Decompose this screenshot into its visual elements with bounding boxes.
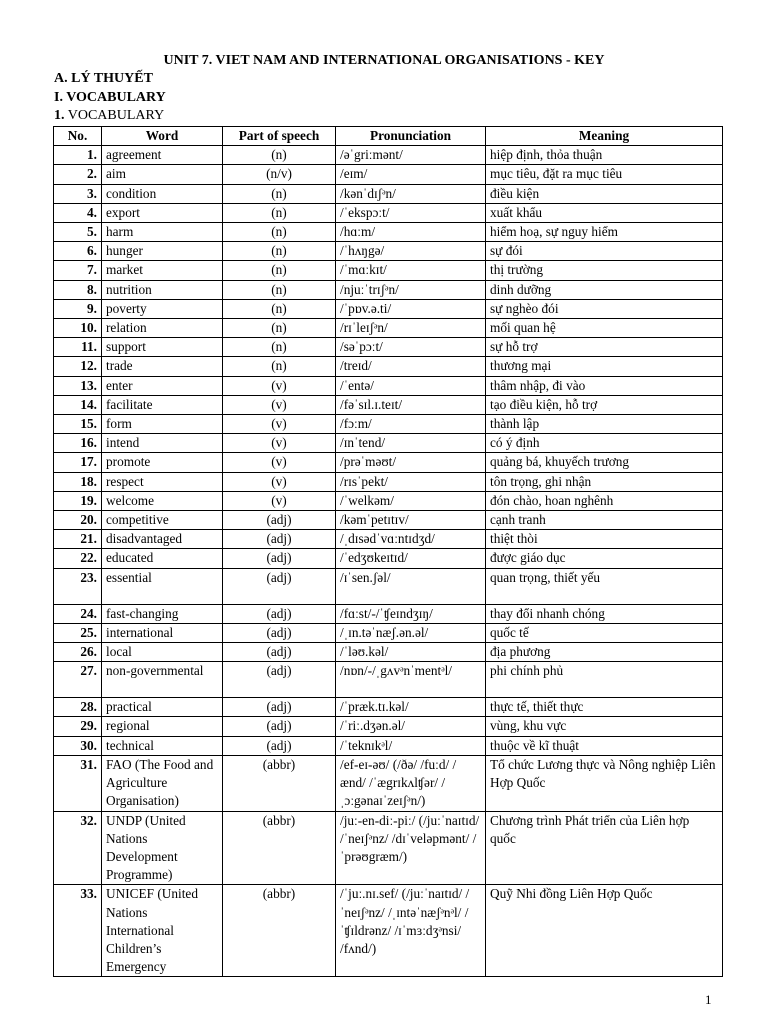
cell-meaning: quảng bá, khuyếch trương xyxy=(486,453,723,472)
cell-meaning: hiệp định, thỏa thuận xyxy=(486,146,723,165)
cell-pronunciation: /ˌɪn.təˈnæʃ.ən.əl/ xyxy=(336,623,486,642)
cell-word: regional xyxy=(102,717,223,736)
cell-part-of-speech: (adj) xyxy=(223,604,336,623)
cell-part-of-speech: (n) xyxy=(223,223,336,242)
cell-no: 13. xyxy=(54,376,102,395)
cell-meaning: có ý định xyxy=(486,434,723,453)
cell-meaning: thương mại xyxy=(486,357,723,376)
cell-no: 9. xyxy=(54,299,102,318)
table-row xyxy=(54,338,723,357)
header-pronunciation: Pronunciation xyxy=(336,127,486,146)
cell-meaning: Quỹ Nhi đồng Liên Hợp Quốc xyxy=(486,885,723,977)
cell-word: harm xyxy=(102,223,223,242)
cell-pronunciation: /səˈpɔːt/ xyxy=(336,338,486,357)
table-row xyxy=(54,146,723,165)
cell-no: 26. xyxy=(54,643,102,662)
cell-word: non-governmental xyxy=(102,662,223,698)
cell-pronunciation: /fɔːm/ xyxy=(336,415,486,434)
cell-meaning: thành lập xyxy=(486,415,723,434)
cell-pronunciation: /ˈpræk.tɪ.kəl/ xyxy=(336,698,486,717)
cell-no: 25. xyxy=(54,623,102,642)
cell-part-of-speech: (adj) xyxy=(223,568,336,604)
table-row xyxy=(54,472,723,491)
cell-no: 14. xyxy=(54,395,102,414)
cell-pronunciation: /fəˈsɪl.ɪ.teɪt/ xyxy=(336,395,486,414)
page-number: 1 xyxy=(705,992,712,1007)
cell-part-of-speech: (n) xyxy=(223,261,336,280)
cell-pronunciation: /ɪˈsen.ʃəl/ xyxy=(336,568,486,604)
cell-pronunciation: /rɪsˈpekt/ xyxy=(336,472,486,491)
cell-word: welcome xyxy=(102,491,223,510)
cell-word: aim xyxy=(102,165,223,184)
cell-meaning: sự hỗ trợ xyxy=(486,338,723,357)
cell-part-of-speech: (n) xyxy=(223,280,336,299)
header-no: No. xyxy=(54,127,102,146)
cell-meaning: cạnh tranh xyxy=(486,511,723,530)
cell-part-of-speech: (n) xyxy=(223,357,336,376)
table-row xyxy=(54,261,723,280)
cell-part-of-speech: (abbr) xyxy=(223,885,336,977)
cell-part-of-speech: (adj) xyxy=(223,717,336,736)
table-row xyxy=(54,203,723,222)
cell-part-of-speech: (v) xyxy=(223,395,336,414)
table-row xyxy=(54,453,723,472)
cell-no: 6. xyxy=(54,242,102,261)
cell-word: promote xyxy=(102,453,223,472)
cell-pronunciation: /ˈekspɔːt/ xyxy=(336,203,486,222)
cell-part-of-speech: (adj) xyxy=(223,549,336,568)
cell-no: 17. xyxy=(54,453,102,472)
cell-meaning: tôn trọng, ghi nhận xyxy=(486,472,723,491)
cell-pronunciation: /ˈjuː.nɪ.sef/ (/juːˈnaɪtɪd/ /ˈneɪʃᵊnz/ /ˌɪntəˈnæʃᵊnᵊl/ /ˈʧɪldrənz/ /ɪˈmɜːdʒᵊnsi/ /fʌnd/) xyxy=(336,885,486,977)
cell-no: 2. xyxy=(54,165,102,184)
cell-no: 33. xyxy=(54,885,102,977)
cell-meaning: thâm nhập, đi vào xyxy=(486,376,723,395)
cell-part-of-speech: (adj) xyxy=(223,530,336,549)
cell-meaning: quốc tế xyxy=(486,623,723,642)
cell-word: market xyxy=(102,261,223,280)
subsection-number: 1. xyxy=(54,108,65,123)
cell-word: technical xyxy=(102,736,223,755)
cell-no: 30. xyxy=(54,736,102,755)
cell-meaning: thực tế, thiết thực xyxy=(486,698,723,717)
cell-meaning: điều kiện xyxy=(486,184,723,203)
cell-pronunciation: /ˈentə/ xyxy=(336,376,486,395)
cell-pronunciation: /kəmˈpetɪtɪv/ xyxy=(336,511,486,530)
header-word: Word xyxy=(102,127,223,146)
cell-meaning: thuộc về kĩ thuật xyxy=(486,736,723,755)
cell-word: export xyxy=(102,203,223,222)
cell-part-of-speech: (n) xyxy=(223,242,336,261)
cell-pronunciation: /hɑːm/ xyxy=(336,223,486,242)
cell-meaning: mục tiêu, đặt ra mục tiêu xyxy=(486,165,723,184)
cell-word: enter xyxy=(102,376,223,395)
cell-meaning: thiệt thòi xyxy=(486,530,723,549)
table-row xyxy=(54,242,723,261)
cell-word: competitive xyxy=(102,511,223,530)
cell-meaning: thị trường xyxy=(486,261,723,280)
cell-no: 23. xyxy=(54,568,102,604)
table-row xyxy=(54,530,723,549)
cell-pronunciation: /njuːˈtrɪʃᵊn/ xyxy=(336,280,486,299)
cell-no: 16. xyxy=(54,434,102,453)
table-row xyxy=(54,698,723,717)
table-row xyxy=(54,184,723,203)
cell-pronunciation: /rɪˈleɪʃᵊn/ xyxy=(336,319,486,338)
table-row xyxy=(54,643,723,662)
cell-no: 12. xyxy=(54,357,102,376)
cell-no: 8. xyxy=(54,280,102,299)
cell-no: 4. xyxy=(54,203,102,222)
cell-meaning: dinh dưỡng xyxy=(486,280,723,299)
cell-meaning: tạo điều kiện, hỗ trợ xyxy=(486,395,723,414)
cell-part-of-speech: (adj) xyxy=(223,511,336,530)
table-row xyxy=(54,568,723,604)
cell-meaning: được giáo dục xyxy=(486,549,723,568)
cell-meaning: địa phương xyxy=(486,643,723,662)
cell-part-of-speech: (n/v) xyxy=(223,165,336,184)
cell-no: 29. xyxy=(54,717,102,736)
cell-part-of-speech: (adj) xyxy=(223,643,336,662)
table-header-row xyxy=(54,127,723,146)
table-row xyxy=(54,662,723,698)
cell-part-of-speech: (adj) xyxy=(223,662,336,698)
cell-no: 21. xyxy=(54,530,102,549)
cell-part-of-speech: (adj) xyxy=(223,698,336,717)
document-title: UNIT 7. VIET NAM AND INTERNATIONAL ORGANISATIONS - KEY xyxy=(163,53,605,68)
subsection-title: VOCABULARY xyxy=(64,108,165,123)
table-row xyxy=(54,604,723,623)
table-row xyxy=(54,415,723,434)
vocabulary-table xyxy=(53,126,723,977)
cell-word: relation xyxy=(102,319,223,338)
cell-word: FAO (The Food and Agriculture Organisation) xyxy=(102,755,223,811)
cell-pronunciation: /ˈteknɪkᵊl/ xyxy=(336,736,486,755)
cell-part-of-speech: (adj) xyxy=(223,623,336,642)
cell-word: trade xyxy=(102,357,223,376)
table-body xyxy=(54,146,723,977)
table-row xyxy=(54,434,723,453)
cell-part-of-speech: (v) xyxy=(223,472,336,491)
table-row xyxy=(54,491,723,510)
cell-no: 32. xyxy=(54,811,102,885)
cell-part-of-speech: (v) xyxy=(223,415,336,434)
cell-part-of-speech: (n) xyxy=(223,299,336,318)
cell-part-of-speech: (v) xyxy=(223,376,336,395)
cell-no: 20. xyxy=(54,511,102,530)
table-row xyxy=(54,223,723,242)
cell-word: intend xyxy=(102,434,223,453)
table-row xyxy=(54,717,723,736)
cell-word: UNDP (United Nations Development Programme) xyxy=(102,811,223,885)
cell-no: 3. xyxy=(54,184,102,203)
table-row xyxy=(54,736,723,755)
cell-part-of-speech: (abbr) xyxy=(223,811,336,885)
cell-part-of-speech: (n) xyxy=(223,146,336,165)
cell-pronunciation: /ˈedʒʊkeɪtɪd/ xyxy=(336,549,486,568)
table-row xyxy=(54,165,723,184)
cell-pronunciation: /ef-eɪ-əʊ/ (/ðə/ /fuːd/ /ænd/ /ˈægrɪkʌlʧər/ /ˌɔːgənaɪˈzeɪʃᵊn/) xyxy=(336,755,486,811)
cell-part-of-speech: (n) xyxy=(223,338,336,357)
cell-word: international xyxy=(102,623,223,642)
cell-meaning: sự đói xyxy=(486,242,723,261)
cell-word: essential xyxy=(102,568,223,604)
cell-no: 24. xyxy=(54,604,102,623)
cell-pronunciation: /ˈpɒv.ə.ti/ xyxy=(336,299,486,318)
cell-word: local xyxy=(102,643,223,662)
cell-word: UNICEF (United Nations International Children’s Emergency xyxy=(102,885,223,977)
table-row xyxy=(54,623,723,642)
cell-meaning: Chương trình Phát triển của Liên hợp quốc xyxy=(486,811,723,885)
cell-word: form xyxy=(102,415,223,434)
cell-part-of-speech: (v) xyxy=(223,434,336,453)
table-row xyxy=(54,811,723,885)
cell-pronunciation: /ˌdɪsədˈvɑːntɪdʒd/ xyxy=(336,530,486,549)
cell-pronunciation: /ˈwelkəm/ xyxy=(336,491,486,510)
cell-word: respect xyxy=(102,472,223,491)
header-part-of-speech: Part of speech xyxy=(223,127,336,146)
cell-part-of-speech: (n) xyxy=(223,184,336,203)
cell-pronunciation: /fɑːst/-/ˈʧeɪndʒɪŋ/ xyxy=(336,604,486,623)
table-row xyxy=(54,549,723,568)
cell-word: facilitate xyxy=(102,395,223,414)
cell-meaning: Tổ chức Lương thực và Nông nghiệp Liên Hợp Quốc xyxy=(486,755,723,811)
cell-meaning: phi chính phủ xyxy=(486,662,723,698)
cell-meaning: đón chào, hoan nghênh xyxy=(486,491,723,510)
cell-no: 28. xyxy=(54,698,102,717)
table-row xyxy=(54,319,723,338)
cell-no: 22. xyxy=(54,549,102,568)
table-row xyxy=(54,885,723,977)
cell-word: agreement xyxy=(102,146,223,165)
subsection-heading xyxy=(54,107,164,125)
cell-pronunciation: /ˈmɑːkɪt/ xyxy=(336,261,486,280)
cell-pronunciation: /eɪm/ xyxy=(336,165,486,184)
section-heading-vocabulary: I. VOCABULARY xyxy=(54,90,166,105)
cell-pronunciation: /ˈhʌŋgə/ xyxy=(336,242,486,261)
cell-no: 18. xyxy=(54,472,102,491)
cell-pronunciation: /prəˈməʊt/ xyxy=(336,453,486,472)
table-row xyxy=(54,357,723,376)
cell-no: 10. xyxy=(54,319,102,338)
table-row xyxy=(54,755,723,811)
cell-pronunciation: /ɪnˈtend/ xyxy=(336,434,486,453)
cell-meaning: sự nghèo đói xyxy=(486,299,723,318)
header-meaning: Meaning xyxy=(486,127,723,146)
cell-meaning: mối quan hệ xyxy=(486,319,723,338)
cell-word: fast-changing xyxy=(102,604,223,623)
cell-word: nutrition xyxy=(102,280,223,299)
table-row xyxy=(54,299,723,318)
cell-part-of-speech: (abbr) xyxy=(223,755,336,811)
cell-meaning: vùng, khu vực xyxy=(486,717,723,736)
cell-word: condition xyxy=(102,184,223,203)
cell-no: 27. xyxy=(54,662,102,698)
cell-pronunciation: /treɪd/ xyxy=(336,357,486,376)
cell-pronunciation: /juː-en-diː-piː/ (/juːˈnaɪtɪd/ /ˈneɪʃᵊnz/ /dɪˈveləpmənt/ /ˈprəʊgræm/) xyxy=(336,811,486,885)
table-row xyxy=(54,395,723,414)
cell-word: poverty xyxy=(102,299,223,318)
table-row xyxy=(54,280,723,299)
cell-part-of-speech: (n) xyxy=(223,319,336,338)
cell-pronunciation: /əˈgriːmənt/ xyxy=(336,146,486,165)
cell-no: 7. xyxy=(54,261,102,280)
cell-no: 5. xyxy=(54,223,102,242)
cell-part-of-speech: (n) xyxy=(223,203,336,222)
cell-no: 19. xyxy=(54,491,102,510)
cell-meaning: hiểm hoạ, sự nguy hiểm xyxy=(486,223,723,242)
cell-part-of-speech: (v) xyxy=(223,453,336,472)
cell-no: 11. xyxy=(54,338,102,357)
cell-meaning: quan trọng, thiết yếu xyxy=(486,568,723,604)
cell-part-of-speech: (v) xyxy=(223,491,336,510)
cell-pronunciation: /nɒn/-/ˌgʌvᵊnˈmentᵊl/ xyxy=(336,662,486,698)
section-heading-theory: A. LÝ THUYẾT xyxy=(54,71,153,86)
cell-meaning: thay đổi nhanh chóng xyxy=(486,604,723,623)
cell-no: 31. xyxy=(54,755,102,811)
cell-pronunciation: /ˈləʊ.kəl/ xyxy=(336,643,486,662)
cell-meaning: xuất khẩu xyxy=(486,203,723,222)
cell-word: practical xyxy=(102,698,223,717)
cell-word: hunger xyxy=(102,242,223,261)
cell-word: educated xyxy=(102,549,223,568)
cell-pronunciation: /ˈriː.dʒən.əl/ xyxy=(336,717,486,736)
cell-pronunciation: /kənˈdɪʃᵊn/ xyxy=(336,184,486,203)
cell-no: 1. xyxy=(54,146,102,165)
table-row xyxy=(54,376,723,395)
cell-word: support xyxy=(102,338,223,357)
table-row xyxy=(54,511,723,530)
cell-word: disadvantaged xyxy=(102,530,223,549)
cell-no: 15. xyxy=(54,415,102,434)
cell-part-of-speech: (adj) xyxy=(223,736,336,755)
